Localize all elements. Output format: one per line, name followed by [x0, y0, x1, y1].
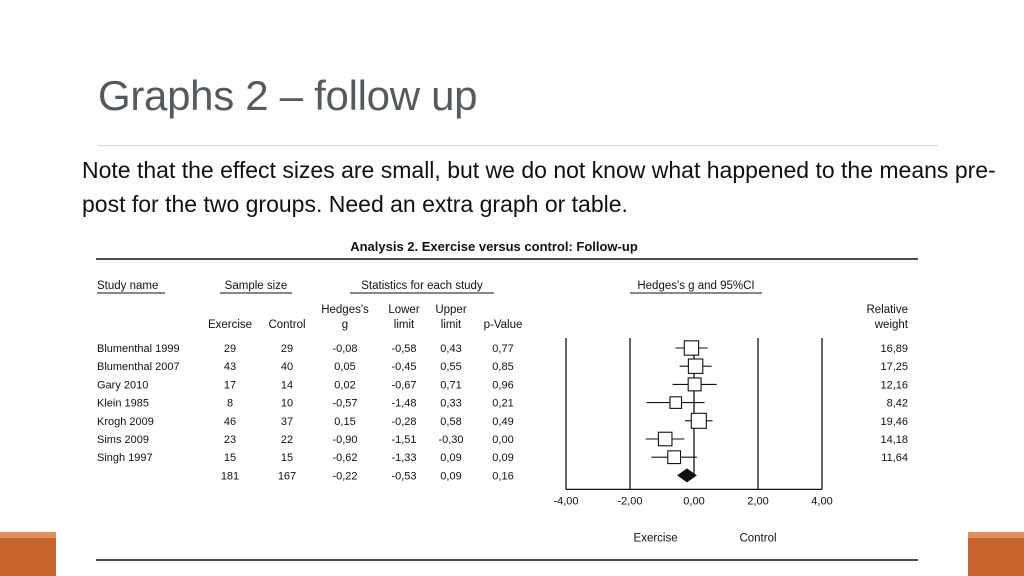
relative-weight: 12,16: [880, 379, 908, 392]
lower-limit: -0,45: [391, 361, 417, 374]
p-value: 0,49: [492, 415, 514, 428]
control-n: 15: [280, 452, 294, 465]
study-name: Krogh 2009: [97, 415, 154, 428]
hedges-g: 0,02: [334, 379, 356, 392]
relative-weight: 19,46: [880, 415, 908, 428]
control-n: 14: [280, 379, 294, 392]
col-p-value: p-Value: [483, 319, 523, 331]
exercise-n: 15: [223, 452, 237, 465]
study-name: Klein 1985: [97, 397, 149, 410]
exercise-n: 8: [226, 397, 234, 410]
col-lower-line1: Lower: [388, 304, 420, 316]
header-study-name: Study name: [97, 280, 159, 292]
title-divider: [98, 145, 938, 146]
point-estimate-square: [691, 413, 706, 428]
control-n: 10: [280, 397, 294, 410]
upper-limit: 0,43: [440, 343, 462, 355]
forest-plot: [0, 228, 1024, 564]
x-tick-label: -4,00: [553, 495, 579, 508]
lower-limit: -0,67: [391, 379, 417, 392]
point-estimate-square: [684, 341, 698, 355]
corner-decoration-left: [0, 532, 56, 576]
control-n: 40: [280, 361, 294, 374]
p-value: 0,21: [492, 397, 514, 410]
study-name: Blumenthal 1999: [97, 343, 180, 355]
relative-weight: 16,89: [880, 343, 908, 355]
lower-limit: -1,51: [391, 434, 417, 446]
x-tick-label: 2,00: [747, 495, 769, 508]
hedges-g: -0,90: [332, 434, 358, 446]
summary-exercise-n: 181: [220, 470, 240, 483]
upper-limit: 0,71: [440, 379, 462, 392]
relative-weight: 17,25: [880, 361, 908, 374]
hedges-g: -0,62: [332, 452, 358, 465]
exercise-n: 17: [223, 379, 237, 392]
relative-weight: 11,64: [881, 452, 908, 465]
lower-limit: -1,33: [391, 452, 417, 465]
favours-left-label: Exercise: [633, 532, 678, 545]
col-g-line1: Hedges's: [321, 304, 369, 316]
point-estimate-square: [688, 359, 702, 373]
upper-limit: 0,55: [440, 361, 462, 374]
x-tick-label: -2,00: [617, 495, 643, 508]
lower-limit: -0,28: [391, 415, 417, 428]
control-n: 37: [280, 415, 294, 428]
study-name: Gary 2010: [97, 379, 149, 392]
header-statistics: Statistics for each study: [361, 280, 483, 292]
point-estimate-square: [688, 378, 701, 391]
upper-limit: 0,33: [440, 397, 462, 410]
col-weight-line1: Relative: [866, 304, 908, 316]
exercise-n: 23: [223, 434, 237, 446]
point-estimate-square: [658, 432, 672, 446]
upper-limit: -0,30: [438, 434, 464, 446]
relative-weight: 14,18: [880, 434, 908, 446]
upper-limit: 0,58: [440, 415, 462, 428]
lower-limit: -1,48: [391, 397, 417, 410]
p-value: 0,96: [492, 379, 514, 392]
lower-limit: -0,58: [391, 343, 417, 355]
study-name: Singh 1997: [97, 452, 153, 465]
point-estimate-square: [668, 451, 681, 464]
point-estimate-square: [670, 397, 682, 409]
study-name: Sims 2009: [97, 434, 149, 446]
hedges-g: 0,15: [334, 415, 356, 428]
col-exercise: Exercise: [207, 319, 253, 331]
header-plot: Hedges's g and 95%CI: [637, 280, 755, 292]
summary-upper-limit: 0,09: [440, 470, 462, 483]
col-control: Control: [268, 319, 306, 331]
relative-weight: 8,42: [886, 397, 908, 410]
hedges-g: -0,57: [332, 397, 358, 410]
upper-limit: 0,09: [440, 452, 462, 465]
p-value: 0,85: [492, 361, 514, 374]
exercise-n: 46: [223, 415, 237, 428]
slide-note: Note that the effect sizes are small, but we do not know what happened to the means pre-post for the two groups. Need an extra graph or table.: [82, 157, 996, 217]
p-value: 0,09: [492, 452, 514, 465]
study-name: Blumenthal 2007: [97, 361, 180, 374]
summary-p-value: 0,16: [492, 470, 514, 483]
hedges-g: -0,08: [332, 343, 358, 355]
exercise-n: 43: [223, 361, 237, 374]
summary-hedges-g: -0,22: [332, 470, 358, 483]
slide-title: Graphs 2 – follow up: [98, 72, 478, 119]
exercise-n: 29: [223, 343, 237, 355]
hedges-g: 0,05: [334, 361, 356, 374]
x-tick-label: 4,00: [811, 495, 833, 508]
p-value: 0,77: [492, 343, 514, 355]
col-weight-line2: weight: [874, 319, 908, 331]
corner-decoration-right: [968, 532, 1024, 576]
p-value: 0,00: [492, 434, 514, 446]
summary-control-n: 167: [277, 470, 297, 483]
header-sample-size: Sample size: [224, 280, 288, 292]
col-g-line2: g: [341, 319, 349, 331]
col-lower-line2: limit: [393, 319, 415, 331]
x-tick-label: 0,00: [683, 495, 705, 508]
control-n: 29: [280, 343, 294, 355]
control-n: 22: [280, 434, 294, 446]
col-upper-line1: Upper: [435, 304, 467, 316]
col-upper-line2: limit: [440, 319, 462, 331]
chart-title: Analysis 2. Exercise versus control: Follow-up: [350, 239, 638, 254]
summary-lower-limit: -0,53: [391, 470, 417, 483]
favours-right-label: Control: [739, 532, 777, 545]
